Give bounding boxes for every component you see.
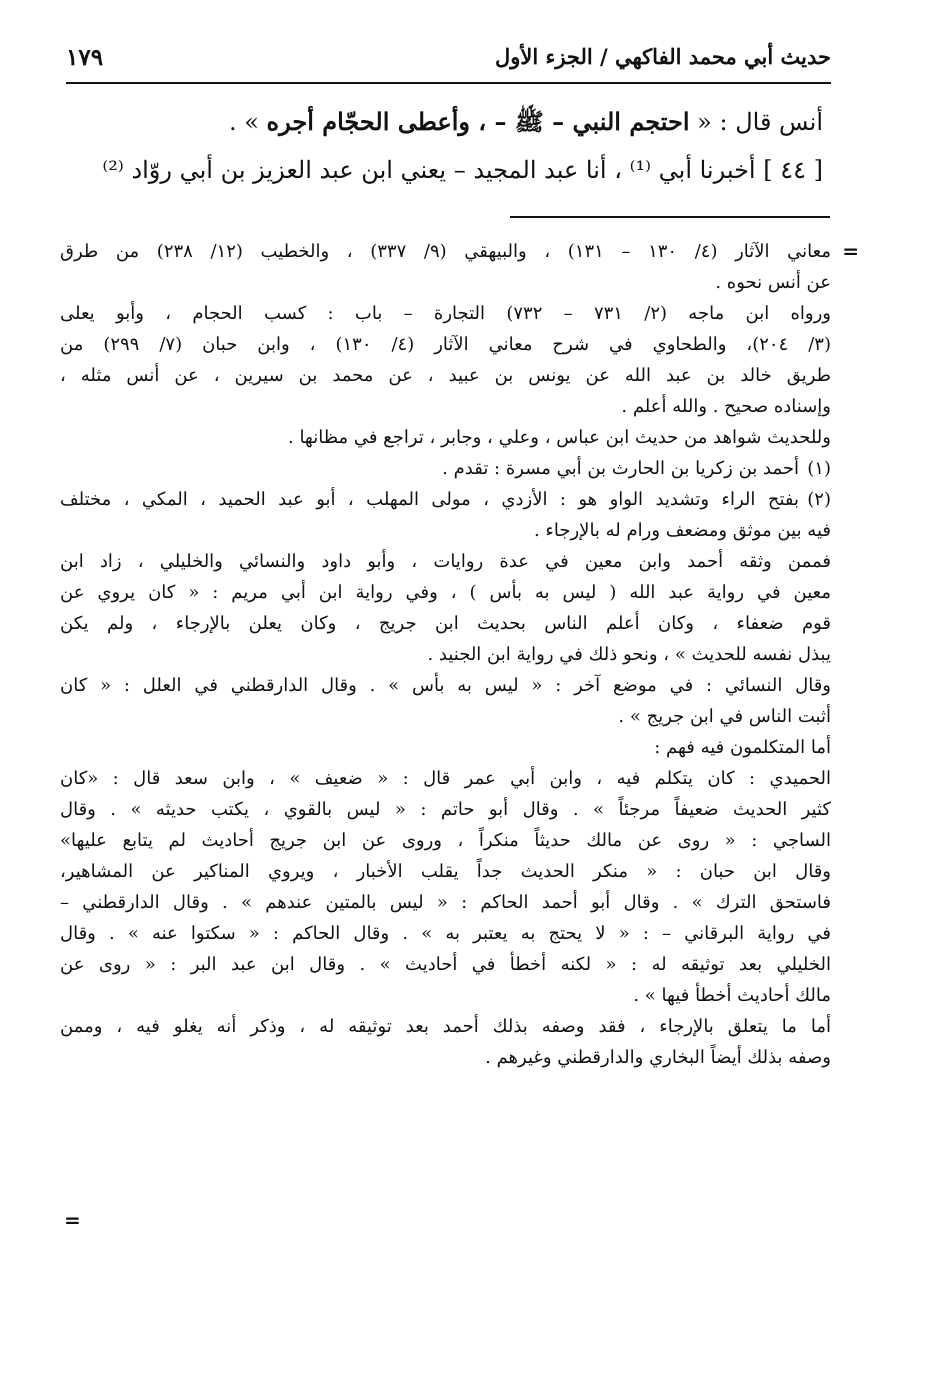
footnote-line: مالك أحاديث أخطأ فيها » . — [633, 985, 831, 1006]
footnote-line: في رواية البرقاني – : « لا يحتج به يعتبر به » . وقال الحاكم : « سكتوا عنه » . وقال — [60, 923, 831, 944]
footnote-line: الساجي : « روى عن مالك حديثاً منكراً ، وروى عن ابن جريج أحاديث لم يتابع عليها» — [60, 830, 831, 851]
text-fragment: » . — [228, 108, 267, 136]
footnote-line: أما المتكلمون فيه فهم : — [654, 737, 831, 758]
footnote-line: ورواه ابن ماجه (٢/ ٧٣١ – ٧٣٢) التجارة – باب : كسب الحجام ، وأبو يعلى — [60, 303, 831, 324]
text-fragment: أنس قال : « — [689, 108, 823, 136]
footnote-line: فممن وثقه أحمد وابن معين في عدة روايات ، وأبو داود والنسائي والخليلي ، زاد ابن — [60, 551, 831, 572]
footnote-line: فاستحق الترك » . وقال أبو أحمد الحاكم : « ليس بالمتين عندهم » . وقال الدارقطني – — [60, 892, 831, 913]
main-line: [ ٤٤ ] أخبرنا أبي ⁽¹⁾ ، أنا عبد المجيد – يعني ابن عبد العزيز بن أبي روّاد ⁽²⁾ — [102, 156, 823, 184]
footnote-1: (١) أحمد بن زكريا بن الحارث بن أبي مسرة : تقدم . — [60, 453, 831, 484]
footnote-line: أثبت الناس في ابن جريج » . — [618, 706, 831, 727]
footnote-line: كثير الحديث ضعيفاً مرجئاً » . وقال أبو حاتم : « ليس بالقوي ، يكتب حديثه » . وقال — [60, 799, 831, 820]
footnote-line: عن أنس نحوه . — [715, 272, 831, 293]
footnote-line: طريق خالد بن عبد الله عن يونس بن عبيد ، عن محمد بن سيرين ، عن أنس مثله ، — [60, 365, 831, 386]
footnote-line: قوم ضعفاء ، وكان أعلم الناس بحديث ابن جريج ، وكان يعلن بالإرجاء ، ولم يكن — [60, 613, 831, 634]
footnote-line: وللحديث شواهد من حديث ابن عباس ، وعلي ، وجابر ، تراجع في مظانها . — [288, 427, 831, 448]
footnote-line: = معاني الآثار (٤/ ١٣٠ – ١٣١) ، والبيهقي (٩/ ٣٣٧) ، والخطيب (١٢/ ٢٣٨) من طرق — [60, 236, 831, 267]
main-text — [64, 98, 823, 194]
main-line — [64, 98, 823, 146]
footnote-line: (٣/ ٢٠٤)، والطحاوي في شرح معاني الآثار (٤/ ١٣٠) ، وابن حبان (٧/ ٢٩٩) من — [60, 334, 831, 355]
footnote-marker: (١) — [807, 458, 831, 479]
footnote-line: وإسناده صحيح . والله أعلم . — [621, 396, 831, 417]
running-header — [66, 36, 831, 84]
footnote-line: الخليلي بعد توثيقه له : « لكنه أخطأ في أحاديث » . وقال ابن عبد البر : « روى عن — [60, 954, 831, 975]
footnote-2: (٢) بفتح الراء وتشديد الواو هو : الأزدي ، مولى المهلب ، أبو عبد الحميد ، المكي ، مختلف — [60, 484, 831, 515]
continuation-mark: = — [842, 239, 859, 263]
footnote-line: وقال ابن حبان : « منكر الحديث جداً يقلب الأخبار ، ويروي المناكير عن المشاهير، — [60, 861, 831, 882]
footnote-line: أما ما يتعلق بالإرجاء ، فقد وصفه بذلك أحمد بعد توثيقه له ، وذكر أنه يغلو فيه ، وممن — [60, 1016, 831, 1037]
header-title: حديث أبي محمد الفاكهي / الجزء الأول — [494, 44, 831, 69]
footnote-line: وصفه بذلك أيضاً البخاري والدارقطني وغيرهم . — [485, 1047, 831, 1068]
hadith-text: احتجم النبي – ﷺ – ، وأعطى الحجّام أجره — [266, 107, 690, 136]
footnote-line: الحميدي : كان يتكلم فيه ، وابن أبي عمر قال : « ضعيف » ، وابن سعد قال : «كان — [60, 768, 831, 789]
footnote-line: فيه بين موثق ومضعف ورام له بالإرجاء . — [533, 520, 831, 541]
footnote-line: معين في رواية عبد الله ( ليس به بأس ) ، وفي رواية ابن أبي مريم : « كان يروي عن — [60, 582, 831, 603]
footnotes — [60, 236, 859, 1073]
footnote-separator — [510, 216, 830, 218]
page-number: ١٧٩ — [66, 44, 104, 71]
footnote-marker: (٢) — [807, 489, 831, 510]
continuation-mark-end: = — [64, 1208, 81, 1232]
footnote-line: وقال النسائي : في موضع آخر : « ليس به بأس » . وقال الدارقطني في العلل : « كان — [60, 675, 831, 696]
footnote-line: يبذل نفسه للحديث » ، ونحو ذلك في رواية ابن الجنيد . — [427, 644, 831, 665]
